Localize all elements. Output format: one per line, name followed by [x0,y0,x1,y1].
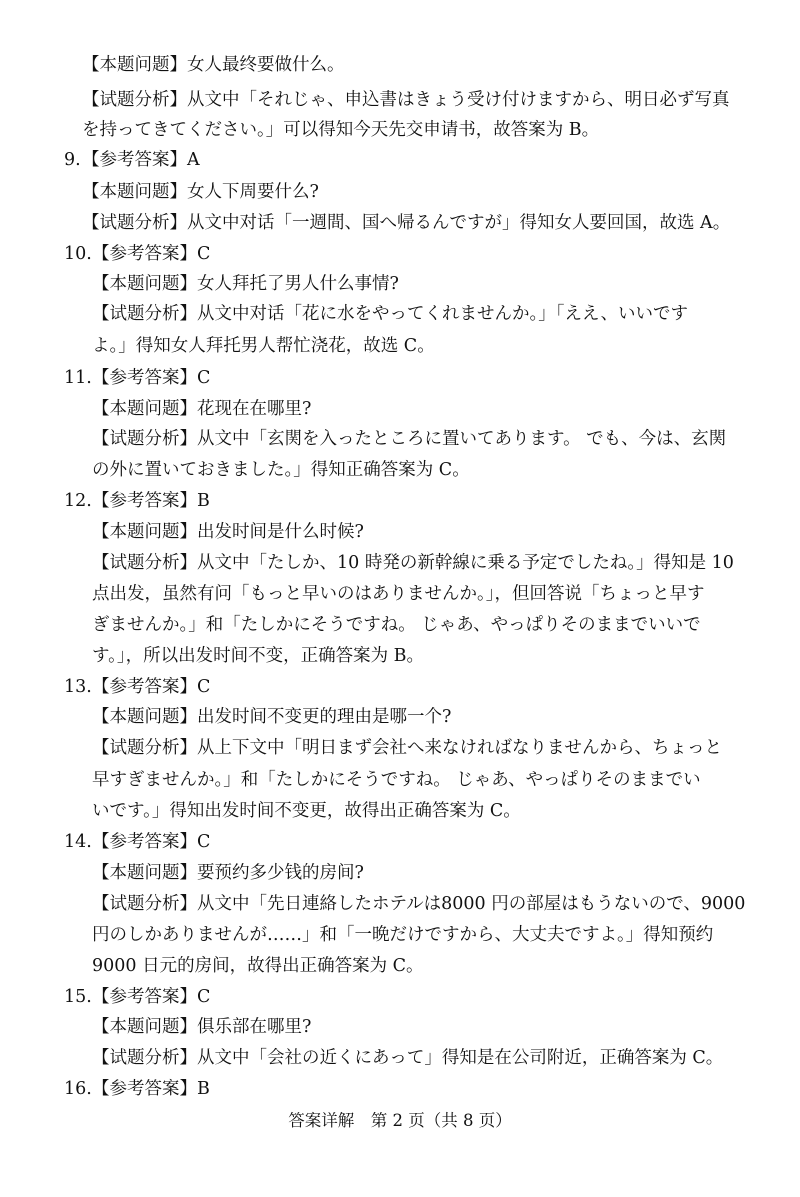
answer-text: 【参考答案】C [92,244,211,264]
analysis-text: ぎませんか。」和「たしかにそうですね。 じゃあ、やっぱりそのままでいいで [92,615,701,635]
analysis-text: 【试题分析】从文中对话「花に水をやってくれませんか。」「ええ、いいです [92,304,689,324]
item-number: 12. [64,491,92,511]
item-number: 16. [64,1079,92,1099]
analysis-text: 【试题分析】从文中对话「一週間、国へ帰るんですが」得知女人要回国，故选 A。 [82,213,731,233]
analysis-text: の外に置いておきました。」得知正确答案为 C。 [92,460,470,480]
answer-text: 【参考答案】C [92,832,211,852]
item-number: 15. [64,987,92,1007]
analysis-text: いです。」得知出发时间不变更，故得出正确答案为 C。 [92,801,521,821]
answer-text: 【参考答案】B [92,1079,210,1099]
answer-text: 【参考答案】C [92,368,211,388]
question-text: 【本题问题】女人拜托了男人什么事情? [92,274,399,294]
analysis-text: 9000 日元的房间，故得出正确答案为 C。 [92,956,424,976]
question-text: 【本题问题】女人下周要什么? [82,182,319,202]
question-text: 【本题问题】俱乐部在哪里? [92,1017,312,1037]
analysis-text: 【试题分析】从文中「玄関を入ったところに置いてあります。 でも、今は、玄関 [92,429,727,449]
answer-text: 【参考答案】A [82,150,200,170]
analysis-text: 点出发，虽然有问「もっと早いのはありませんか。」，但回答说「ちょっと早す [92,584,705,604]
item-number: 13. [64,677,92,697]
question-text: 【本题问题】出发时间是什么时候? [92,522,364,542]
item-number: 14. [64,832,92,852]
question-text: 【本题问题】出发时间不变更的理由是哪一个? [92,707,452,727]
analysis-text: 【试题分析】从文中「それじゃ、申込書はきょう受け付けますから、明日必ず写真 [82,90,730,110]
question-text: 【本题问题】女人最终要做什么。 [82,55,345,75]
answer-text: 【参考答案】C [92,677,211,697]
answer-text: 【参考答案】B [92,491,210,511]
analysis-text: 【试题分析】从文中「たしか、10 時発の新幹線に乗る予定でしたね。」得知是 10 [92,553,734,573]
question-text: 【本题问题】要预约多少钱的房间? [92,863,364,883]
question-text: 【本题问题】花现在在哪里? [92,399,312,419]
answer-text: 【参考答案】C [92,987,211,1007]
analysis-text: よ。」得知女人拜托男人帮忙浇花，故选 C。 [92,336,435,356]
analysis-text: 円のしかありませんが……」和「一晩だけですから、大丈夫ですよ。」得知预约 [92,925,714,945]
analysis-text: 【试题分析】从文中「先日連絡したホテルは8000 円の部屋はもうないので、9000 [92,894,746,914]
item-number: 10. [64,244,92,264]
analysis-text: 早すぎませんか。」和「たしかにそうですね。 じゃあ、やっぱりそのままでい [92,770,701,790]
analysis-text: を持ってきてください。」可以得知今天先交申请书，故答案为 B。 [82,120,600,140]
item-number: 11. [64,368,92,388]
page-footer: 答案详解 第 2 页（共 8 页） [288,1111,512,1130]
analysis-text: す。」，所以出发时间不变，正确答案为 B。 [92,646,425,666]
item-number: 9. [64,150,81,170]
analysis-text: 【试题分析】从上下文中「明日まず会社へ来なければなりませんから、ちょっと [92,738,722,758]
analysis-text: 【试题分析】从文中「会社の近くにあって」得知是在公司附近，正确答案为 C。 [92,1048,724,1068]
